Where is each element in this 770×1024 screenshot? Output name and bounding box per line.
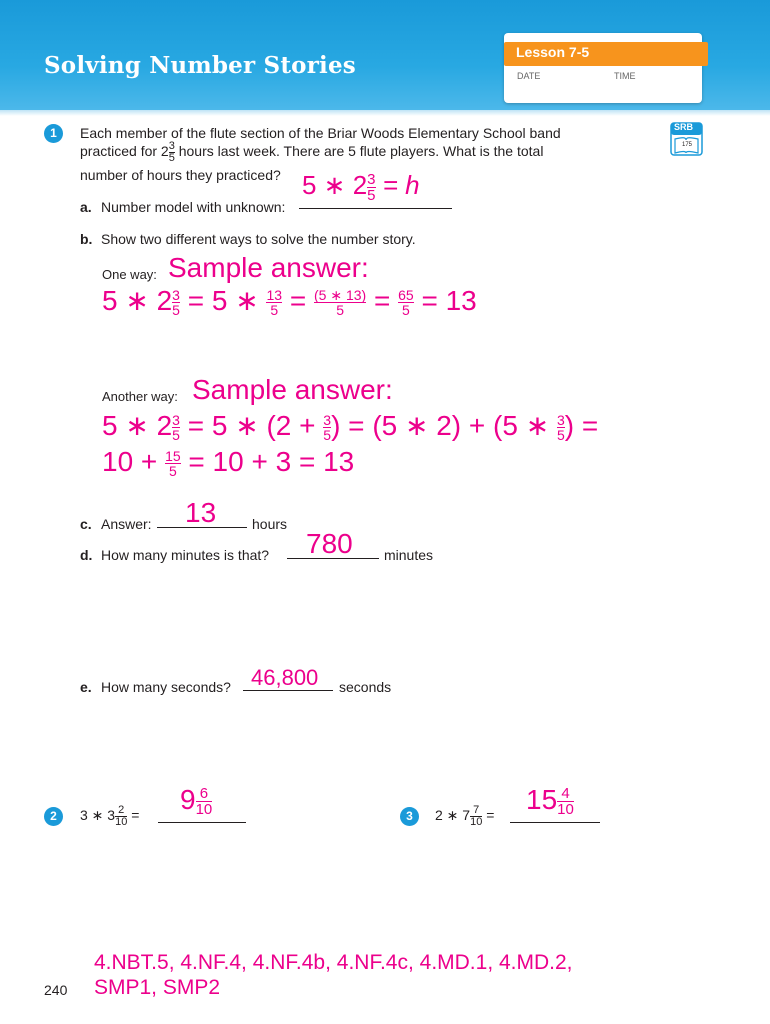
part-c-answer: 13 <box>185 497 217 528</box>
problem-2-expression: 3 ∗ 3 $\frac{2}{10}$ = <box>80 804 140 828</box>
srb-page: 175 <box>682 142 693 148</box>
part-e-unit: seconds <box>339 679 392 695</box>
date-label: DATE <box>517 71 541 81</box>
problem-2-number: 2 <box>44 807 63 826</box>
problem-1-line-2: practiced for 2 $\frac{3}{5}$ hours last week. There are 5 flute players. What is the total <box>80 140 544 164</box>
equation-way-2-line-2: 10 + $\frac{15}{5}$ = 10 + 3 = 13 <box>102 446 355 480</box>
problem-2-answer-line <box>158 822 246 823</box>
one-way-label: One way: <box>102 267 157 282</box>
problem-1-number: 1 <box>44 124 63 143</box>
sample-answer-1: Sample answer: <box>168 252 369 283</box>
problem-2-answer: 9 $\frac{6}{10}$ <box>180 784 213 819</box>
page-number: 240 <box>44 982 68 998</box>
part-d-answer: 780 <box>306 528 353 559</box>
part-c-letter: c. <box>80 516 92 532</box>
part-e-answer: 46,800 <box>251 665 319 690</box>
problem-3-expression: 2 ∗ 7 $\frac{7}{10}$ = <box>435 804 495 828</box>
problem-1-line-1: Each member of the flute section of the Briar Woods Elementary School band <box>80 125 561 141</box>
part-b-letter: b. <box>80 231 93 247</box>
header-shadow <box>0 110 770 116</box>
part-a-prompt: Number model with unknown: <box>101 199 286 215</box>
problem-1-line-3: number of hours they practiced? <box>80 167 281 183</box>
time-label: TIME <box>614 71 636 81</box>
part-a-answer-line <box>299 208 452 209</box>
standards-line-1: 4.NBT.5, 4.NF.4, 4.NF.4b, 4.NF.4c, 4.MD.1, 4.MD.2, <box>94 951 573 974</box>
problem-3-answer: 15 $\frac{4}{10}$ <box>526 784 574 819</box>
page-title: Solving Number Stories <box>44 52 356 79</box>
part-d-letter: d. <box>80 547 93 563</box>
part-c-unit: hours <box>252 516 288 532</box>
part-b-prompt: Show two different ways to solve the number story. <box>101 231 416 247</box>
part-d-prompt: How many minutes is that? <box>101 547 270 563</box>
part-e-prompt: How many seconds? <box>101 679 231 695</box>
problem-3-answer-line <box>510 822 600 823</box>
lesson-label: Lesson 7-5 <box>516 44 590 60</box>
part-c-prompt: Answer: <box>101 516 152 532</box>
equation-way-2-line-1: 5 ∗ 2 $\frac{3}{5}$ = 5 ∗ (2 + $\frac{3}{5}$ ) = (5 ∗ 2) + (5 ∗ $\frac{3}{5}$ ) = <box>102 410 599 444</box>
another-way-label: Another way: <box>102 389 178 404</box>
equation-way-1: 5 ∗ 2 $\frac{3}{5}$ = 5 ∗ $\frac{13}{5}$ = $\frac{(5 ∗ 13)}{5}$ = $\frac{65}{5}$ = 13 <box>102 285 477 319</box>
problem-3-number: 3 <box>400 807 419 826</box>
part-d-unit: minutes <box>384 547 434 563</box>
sample-answer-2: Sample answer: <box>192 374 393 405</box>
part-e-letter: e. <box>80 679 92 695</box>
srb-label: SRB <box>674 122 694 132</box>
part-a-letter: a. <box>80 199 92 215</box>
part-a-answer: 5 ∗ 2 $\frac{3}{5}$ = h <box>302 170 420 204</box>
standards-line-2: SMP1, SMP2 <box>94 976 221 999</box>
